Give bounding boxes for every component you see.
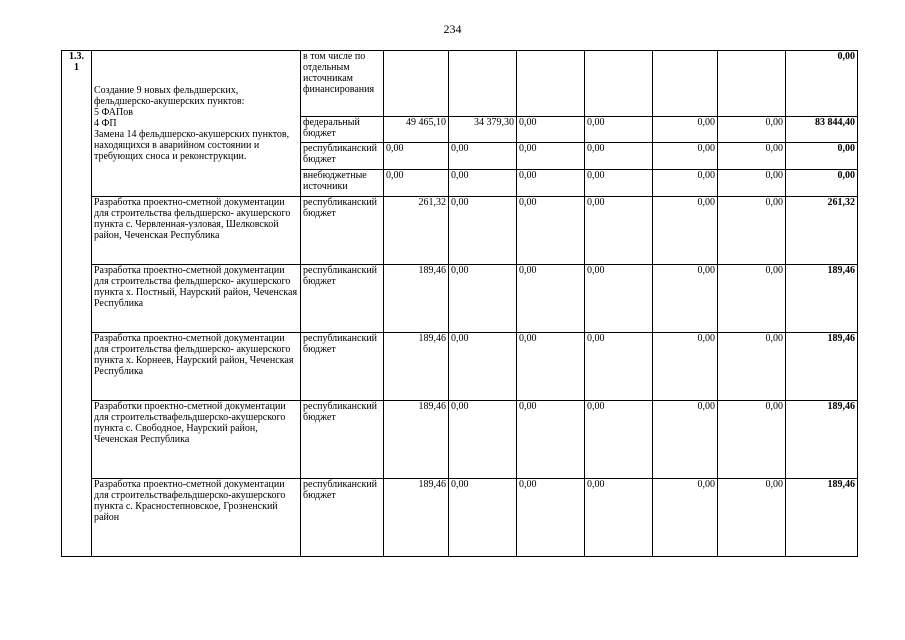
item-description: Разработка проектно-сметной документации для строительства фельдшерско- акушерского пункта х. Корнеев, Наурский район, Чеченская Республика [92, 333, 301, 401]
value-cell: 0,00 [585, 265, 653, 333]
value-cell [585, 51, 653, 117]
value-cell: 0,00 [718, 117, 786, 143]
total-cell: 189,46 [786, 479, 858, 557]
value-cell: 0,00 [449, 143, 517, 170]
total-cell: 261,32 [786, 197, 858, 265]
table-row [62, 479, 858, 557]
total-cell: 0,00 [786, 51, 858, 117]
source-cell: республиканский бюджет [301, 479, 384, 557]
value-cell: 0,00 [449, 170, 517, 197]
value-cell: 0,00 [585, 401, 653, 479]
source-cell: республиканский бюджет [301, 265, 384, 333]
value-cell: 0,00 [718, 333, 786, 401]
value-cell: 0,00 [517, 143, 585, 170]
value-cell: 0,00 [653, 143, 718, 170]
table-row [62, 51, 858, 117]
source-cell: республиканский бюджет [301, 333, 384, 401]
value-cell: 0,00 [718, 170, 786, 197]
value-cell: 0,00 [449, 265, 517, 333]
value-cell: 0,00 [718, 265, 786, 333]
source-cell: республиканский бюджет [301, 197, 384, 265]
value-cell: 261,32 [384, 197, 449, 265]
value-cell: 0,00 [517, 265, 585, 333]
value-cell: 0,00 [653, 401, 718, 479]
value-cell: 189,46 [384, 333, 449, 401]
source-cell: республиканский бюджет [301, 401, 384, 479]
total-cell: 0,00 [786, 170, 858, 197]
total-cell: 189,46 [786, 401, 858, 479]
item-description: Разработка проектно-сметной документации для строительства фельдшерско- акушерского пункта с. Червленная-узловая, Шелковской район, Чеченская Республика [92, 197, 301, 265]
table-row [62, 401, 858, 479]
total-cell: 189,46 [786, 333, 858, 401]
value-cell: 0,00 [517, 401, 585, 479]
total-cell: 0,00 [786, 143, 858, 170]
value-cell: 0,00 [517, 479, 585, 557]
value-cell: 0,00 [653, 265, 718, 333]
value-cell: 0,00 [585, 333, 653, 401]
value-cell: 0,00 [449, 479, 517, 557]
source-cell: федеральный бюджет [301, 117, 384, 143]
source-cell: в том числе по отдельным источникам финансирования [301, 51, 384, 117]
source-cell: внебюджетные источники [301, 170, 384, 197]
value-cell: 0,00 [517, 170, 585, 197]
value-cell: 0,00 [585, 143, 653, 170]
total-cell: 189,46 [786, 265, 858, 333]
value-cell: 189,46 [384, 401, 449, 479]
value-cell: 34 379,30 [449, 117, 517, 143]
value-cell: 0,00 [449, 333, 517, 401]
value-cell: 0,00 [653, 170, 718, 197]
item-description: Разработки проектно-сметной документации для строительствафельдшерско-акушерского пункта с. Свободное, Наурский район, Чеченская Республика [92, 401, 301, 479]
value-cell: 0,00 [517, 197, 585, 265]
value-cell: 0,00 [517, 333, 585, 401]
value-cell: 0,00 [384, 170, 449, 197]
value-cell: 189,46 [384, 265, 449, 333]
source-cell: республиканский бюджет [301, 143, 384, 170]
total-cell: 83 844,40 [786, 117, 858, 143]
value-cell: 0,00 [653, 479, 718, 557]
table-row [62, 197, 858, 265]
table-row [62, 333, 858, 401]
value-cell: 0,00 [718, 197, 786, 265]
value-cell: 189,46 [384, 479, 449, 557]
value-cell: 0,00 [517, 117, 585, 143]
page-number: 234 [443, 22, 462, 36]
item-description: Разработка проектно-сметной документации для строительствафельдшерско-акушерского пункта с. Красностепновское, Грозненский район [92, 479, 301, 557]
value-cell: 0,00 [718, 479, 786, 557]
value-cell [718, 51, 786, 117]
value-cell: 49 465,10 [384, 117, 449, 143]
row-code: 1.3. 1 [62, 51, 92, 557]
value-cell [653, 51, 718, 117]
value-cell [384, 51, 449, 117]
value-cell: 0,00 [449, 401, 517, 479]
budget-table [61, 50, 858, 557]
value-cell [517, 51, 585, 117]
value-cell: 0,00 [653, 117, 718, 143]
item-description: Разработка проектно-сметной документации для строительства фельдшерско- акушерского пункта х. Постный, Наурский район, Чеченская Республика [92, 265, 301, 333]
value-cell: 0,00 [384, 143, 449, 170]
group-description: Создание 9 новых фельдшерских, фельдшерско-акушерских пунктов: 5 ФАПов 4 ФП Замена 14 фельдшерско-акушерских пунктов, находящихся в аварийном состоянии и требующих сноса и реконструкции. [92, 51, 301, 197]
value-cell [449, 51, 517, 117]
value-cell: 0,00 [585, 479, 653, 557]
value-cell: 0,00 [585, 117, 653, 143]
value-cell: 0,00 [449, 197, 517, 265]
value-cell: 0,00 [653, 197, 718, 265]
value-cell: 0,00 [585, 170, 653, 197]
value-cell: 0,00 [718, 143, 786, 170]
value-cell: 0,00 [585, 197, 653, 265]
table-row [62, 265, 858, 333]
value-cell: 0,00 [653, 333, 718, 401]
value-cell: 0,00 [718, 401, 786, 479]
